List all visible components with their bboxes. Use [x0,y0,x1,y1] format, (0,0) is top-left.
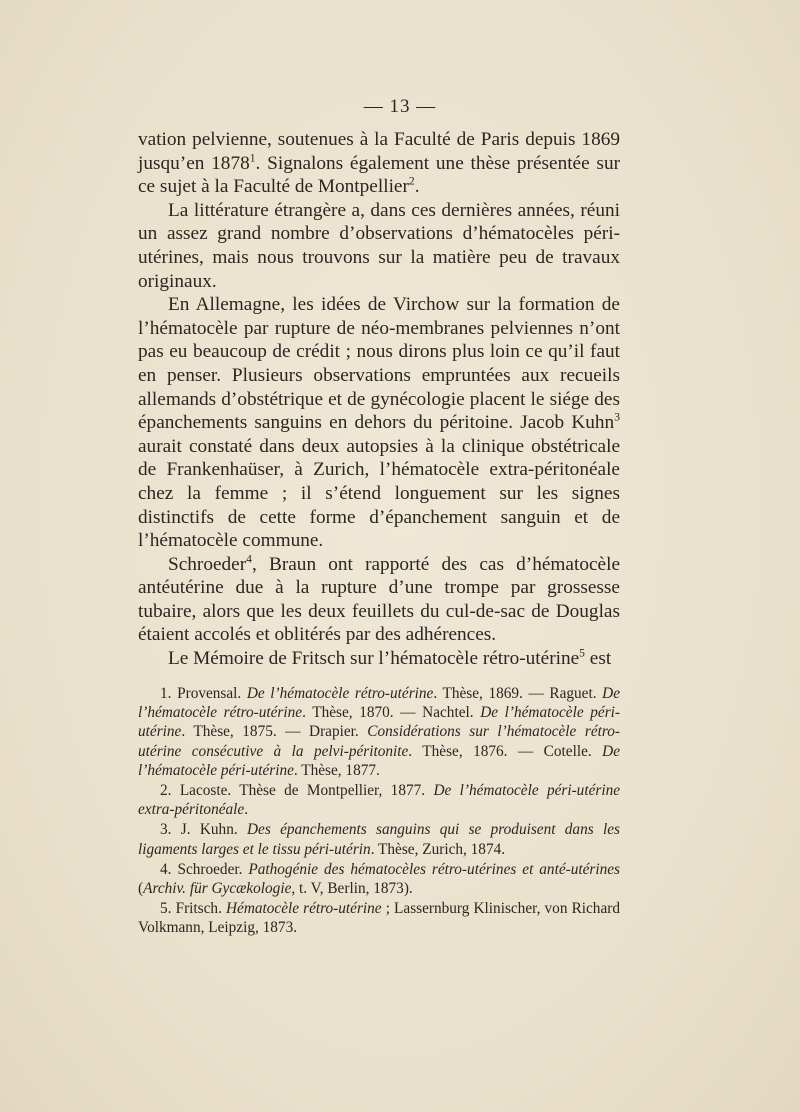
footnote-3 [138,820,620,858]
paragraph-foreign-literature: La littérature étrangère a, dans ces dernières années, réuni un assez grand nombre d’observations d’hématocèles péri-utérines, mais nous trouvons sur la matière peu de travaux originaux. [138,199,620,292]
text-run: est [584,648,612,670]
work-title: De l’hématocèle péri-utérine [138,742,620,779]
journal-title: Archiv. für Gycækologie [143,880,292,898]
text-run: Provensal. [171,685,247,702]
paragraph-fritsch [138,647,620,671]
text-run: . [414,176,420,198]
paragraph-germany [138,293,620,553]
text-run: En Allemagne, les idées de Virchow sur la formation de l’hématocèle par rupture de néo-membranes pelviennes n’ont pas eu beaucoup de crédit ; nous dirons plus loin ce qu’il faut en penser. Plusieurs observations empruntées aux recueils allemands d’obstétrique et de gynécologie placent le siége des épanchements sanguins en dehors du péritoine. Jacob Kuhn [138,294,620,434]
footnote-number: 1. [160,685,172,702]
paragraph-continuation [138,128,620,199]
text-run: . [244,801,249,819]
work-title: De l’hématocèle péri-utérine extra-péritonéale [138,782,621,819]
work-title: Des épanchements sanguins qui se produisent dans les ligaments larges et le tissu péri-utérin [138,821,620,858]
text-run: J. Kuhn. [171,821,247,839]
footnote-4 [138,860,620,898]
text-run: . Thèse, 1870. — Nachtel. [302,704,481,722]
text-run: ( [138,880,144,898]
footnote-ref-1[interactable]: 1 [249,151,256,165]
footnote-5 [138,899,620,937]
footnote-number: 3. [160,821,172,839]
text-run: , t. V, Berlin, 1873). [291,880,413,898]
body-text [138,128,620,671]
footnote-ref-3[interactable]: 3 [614,410,620,424]
footnote-1 [138,684,620,780]
text-run: Le Mémoire de Fritsch sur l’hématocèle rétro-utérine [168,648,580,670]
footnote-number: 4. [160,860,172,878]
work-title: De l’hématocèle péri-utérine [138,704,620,741]
text-run: , Braun ont rapporté des cas d’hématocèle antéutérine due à la rupture d’une trompe par grossesse tubaire, alors que les deux feuillets du cul-de-sac de Douglas étaient accolés et oblitérés par des adhérences. [138,553,620,646]
paragraph-schroeder [138,553,620,647]
footnote-2 [138,781,620,819]
work-title: Pathogénie des hématocèles rétro-utérines et anté-utérines [248,860,620,878]
text-run: Schroeder [168,553,247,575]
footnote-number: 2. [160,782,172,800]
text-run: . Thèse, 1877. [293,761,380,779]
work-title: De l’hématocèle rétro-utérine [138,685,620,722]
footnotes [138,684,620,938]
footnote-ref-5[interactable]: 5 [579,646,585,660]
page-number: — 13 — [363,96,437,117]
text-run: . Thèse, Zurich, 1874. [370,840,506,858]
work-title: Considérations sur l’hématocèle rétro-utérine consécutive à la pelvi-péritonite [138,723,620,760]
text-run: . Thèse, 1869. — Raguet. [433,685,603,702]
footnote-number: 5. [160,900,172,918]
footnote-ref-4[interactable]: 4 [246,552,252,566]
text-run: . Thèse, 1875. — Drapier. [181,723,368,741]
work-title: De l’hématocèle rétro-utérine [246,685,434,702]
text-run: Schroeder. [171,860,249,878]
text-run: . Signalons également une thèse présentée sur ce sujet à la Faculté de Montpellier [138,152,620,198]
work-title: Hématocèle rétro-utérine [226,900,382,918]
text-run: . Thèse, 1876. — Cotelle. [408,742,603,760]
footnote-ref-2[interactable]: 2 [408,174,415,188]
text-run: vation pelvienne, soutenues à la Faculté de Paris depuis 1869 jusqu’en 1878 [138,129,620,174]
text-run: Lacoste. Thèse de Montpellier, 1877. [171,782,434,800]
text-run: aurait constaté dans deux autopsies à la clinique obstétricale de Frankenhaüser, à Zurich, l’hématocèle extra-péritonéale chez la femme ; il s’étend longuement sur les signes distinctifs de cette forme d’épanchement sanguin et de l’hématocèle commune. [138,435,620,552]
text-run: Fritsch. [171,900,226,918]
text-run: ; Lassernburg Klinischer, von Richard Volkmann, Leipzig, 1873. [138,900,620,937]
